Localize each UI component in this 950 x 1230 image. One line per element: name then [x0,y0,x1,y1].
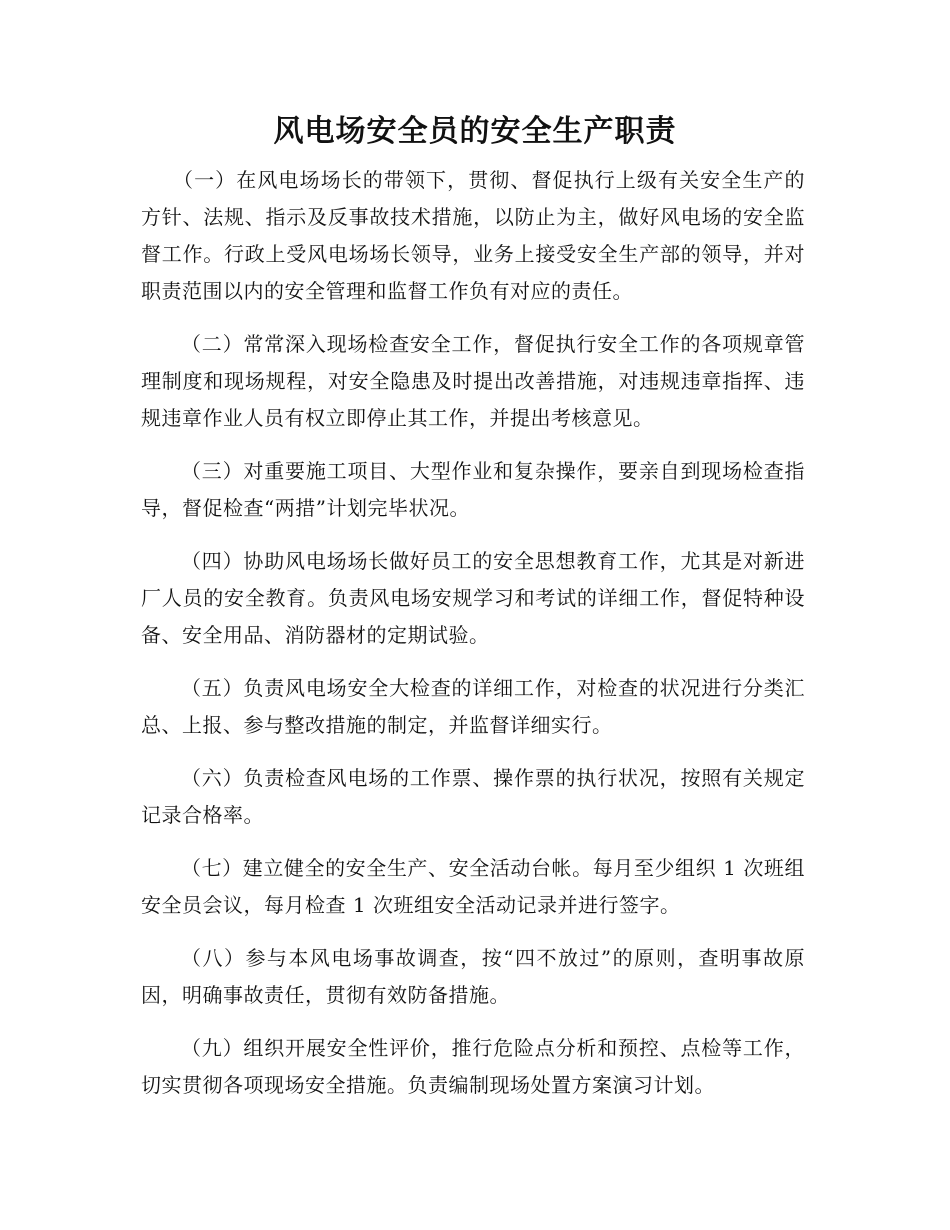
paragraph-2: （二）常常深入现场检查安全工作，督促执行安全工作的各项规章管理制度和现场规程，对安全隐患及时提出改善措施，对违规违章指挥、违规违章作业人员有权立即停止其工作，并提出考核意见。 [141,332,805,430]
paragraph-6: （六）负责检查风电场的工作票、操作票的执行状况，按照有关规定记录合格率。 [141,766,805,827]
paragraph-1: （一）在风电场场长的带领下，贯彻、督促执行上级有关安全生产的方针、法规、指示及反事故技术措施，以防止为主，做好风电场的安全监督工作。行政上受风电场场长领导，业务上接受安全生产部的领导，并对职责范围以内的安全管理和监督工作负有对应的责任。 [141,168,805,303]
paragraph-9: （九）组织开展安全性评价，推行危险点分析和预控、点检等工作，切实贯彻各项现场安全措施。负责编制现场处置方案演习计划。 [141,1036,805,1097]
paragraph-5: （五）负责风电场安全大检查的详细工作，对检查的状况进行分类汇总、上报、参与整改措施的制定，并监督详细实行。 [141,676,805,737]
paragraph-4: （四）协助风电场场长做好员工的安全思想教育工作，尤其是对新进厂人员的安全教育。负责风电场安规学习和考试的详细工作，督促特种设备、安全用品、消防器材的定期试验。 [141,549,805,647]
document-body [141,162,805,1120]
document-title: 风电场安全员的安全生产职责 [273,114,677,149]
paragraph-3: （三）对重要施工项目、大型作业和复杂操作，要亲自到现场检查指导，督促检查“两措”计划完毕状况。 [141,459,805,520]
paragraph-7: （七）建立健全的安全生产、安全活动台帐。每月至少组织 1 次班组安全员会议，每月检查 1 次班组安全活动记录并进行签字。 [141,856,805,917]
paragraph-8: （八）参与本风电场事故调查，按“四不放过”的原则，查明事故原因，明确事故责任，贯彻有效防备措施。 [141,946,805,1007]
